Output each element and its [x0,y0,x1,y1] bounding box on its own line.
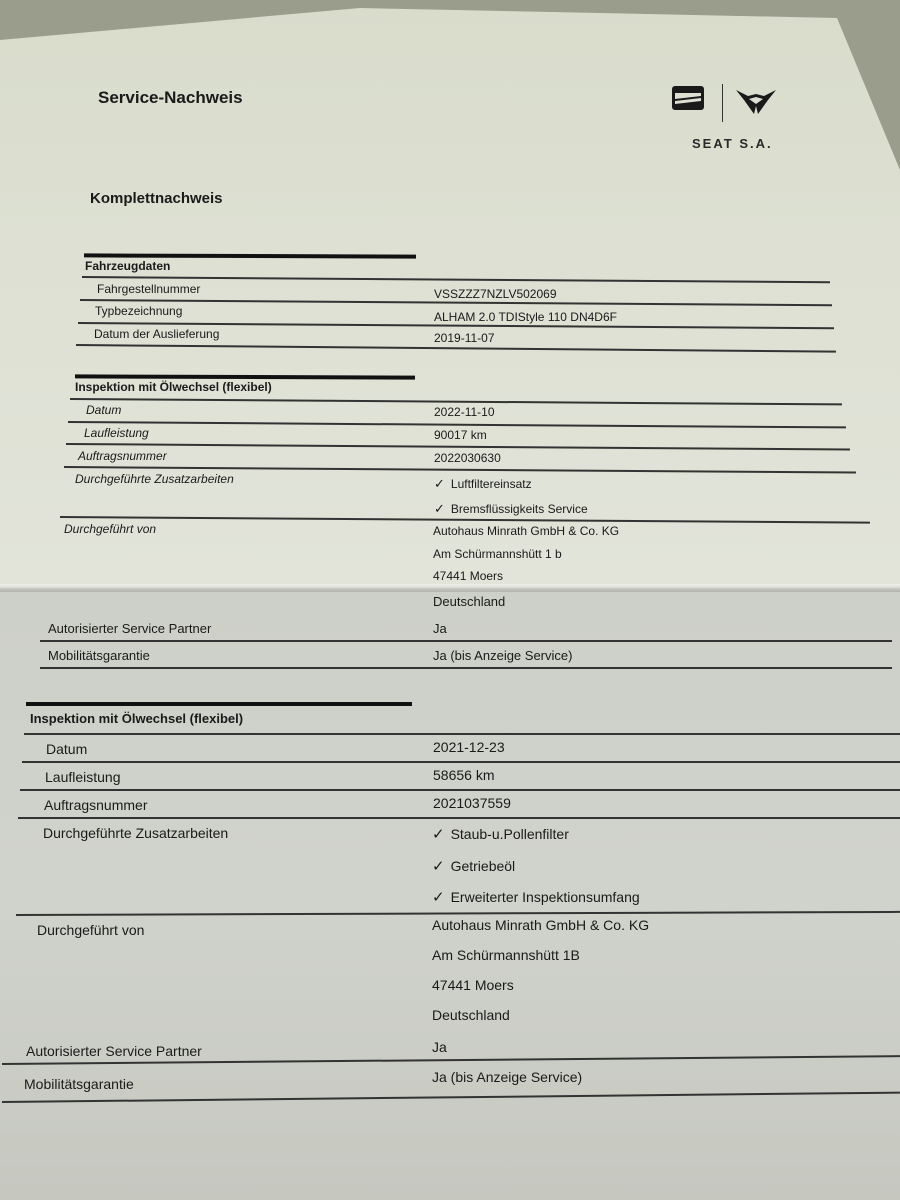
logo-divider [722,84,723,122]
label-auftrag-1: Auftragsnummer [78,449,167,463]
label-datum-2: Datum [46,741,88,757]
value-auftrag-1: 2022030630 [434,451,501,465]
label-zusatz-2: Durchgeführte Zusatzarbeiten [43,825,229,841]
label-auslieferung: Datum der Auslieferung [94,327,220,341]
brand-logos [672,84,782,154]
value-partner-1: Ja [433,621,447,636]
zusatz-item [434,501,588,517]
value-auslieferung: 2019-11-07 [434,331,495,345]
check-icon: ✓ [434,476,445,491]
brand-name: SEAT S.A. [692,136,773,151]
zusatz-item-label: Luftfiltereinsatz [450,477,532,491]
paper-fold [0,584,900,592]
cupra-logo-icon [736,88,776,116]
label-datum-1: Datum [86,403,122,417]
label-mobilitaet-2: Mobilitätsgarantie [24,1076,134,1092]
document-subtitle: Komplettnachweis [90,190,223,207]
check-icon: ✓ [434,501,445,516]
zusatz-item [432,857,515,875]
zusatz-item [432,888,640,906]
label-partner-1: Autorisierter Service Partner [48,621,212,636]
zusatz-item-label: Getriebeöl [450,858,516,874]
label-typbezeichnung: Typbezeichnung [95,304,183,318]
check-icon: ✓ [432,858,445,875]
label-laufleistung-1: Laufleistung [84,426,149,440]
zusatz-item [434,476,532,492]
value-fahrgestellnummer: VSSZZZ7NZLV502069 [434,287,557,301]
label-mobilitaet-1: Mobilitätsgarantie [48,648,150,663]
value-auftrag-2: 2021037559 [433,795,511,811]
section-bar [26,702,412,706]
row-divider [18,817,900,819]
row-divider [20,789,900,791]
dealer-line: Deutschland [433,594,506,609]
label-zusatz-1: Durchgeführte Zusatzarbeiten [75,472,234,486]
row-divider [40,640,892,642]
label-fahrgestellnummer: Fahrgestellnummer [97,282,201,296]
dealer-line: Am Schürmannshütt 1B [432,947,580,963]
value-partner-2: Ja [432,1039,447,1055]
label-durchgefuehrt-von-2: Durchgeführt von [37,922,145,938]
document-title: Service-Nachweis [98,88,243,107]
value-mobilitaet-1: Ja (bis Anzeige Service) [433,648,573,663]
check-icon: ✓ [432,889,445,906]
zusatz-item [432,825,569,843]
dealer-line: Deutschland [432,1007,510,1023]
section-title-inspection-1: Inspektion mit Ölwechsel (flexibel) [75,380,272,394]
seat-logo-icon [672,86,704,110]
row-divider [22,761,900,763]
zusatz-item-label: Erweiterter Inspektionsumfang [450,889,640,905]
zusatz-item-label: Bremsflüssigkeits Service [450,502,588,516]
value-datum-2: 2021-12-23 [433,739,505,755]
label-laufleistung-2: Laufleistung [45,769,121,785]
row-divider [40,667,892,669]
value-mobilitaet-2: Ja (bis Anzeige Service) [432,1069,583,1085]
dealer-line: 47441 Moers [432,977,514,993]
value-datum-1: 2022-11-10 [434,405,495,419]
value-laufleistung-2: 58656 km [433,767,495,783]
check-icon: ✓ [432,826,445,843]
row-divider [24,733,900,735]
dealer-line: Autohaus Minrath GmbH & Co. KG [433,524,620,538]
dealer-line: Autohaus Minrath GmbH & Co. KG [432,917,650,933]
section-title-vehicle: Fahrzeugdaten [85,259,171,273]
zusatz-item-label: Staub-u.Pollenfilter [450,826,569,842]
dealer-line: Am Schürmannshütt 1 b [433,547,562,561]
label-durchgefuehrt-von-1: Durchgeführt von [64,522,157,536]
value-laufleistung-1: 90017 km [434,428,487,442]
dealer-line: 47441 Moers [433,569,504,583]
label-partner-2: Autorisierter Service Partner [26,1043,202,1059]
section-title-inspection-2: Inspektion mit Ölwechsel (flexibel) [30,711,244,726]
label-auftrag-2: Auftragsnummer [44,797,148,813]
value-typbezeichnung: ALHAM 2.0 TDIStyle 110 DN4D6F [434,310,617,324]
